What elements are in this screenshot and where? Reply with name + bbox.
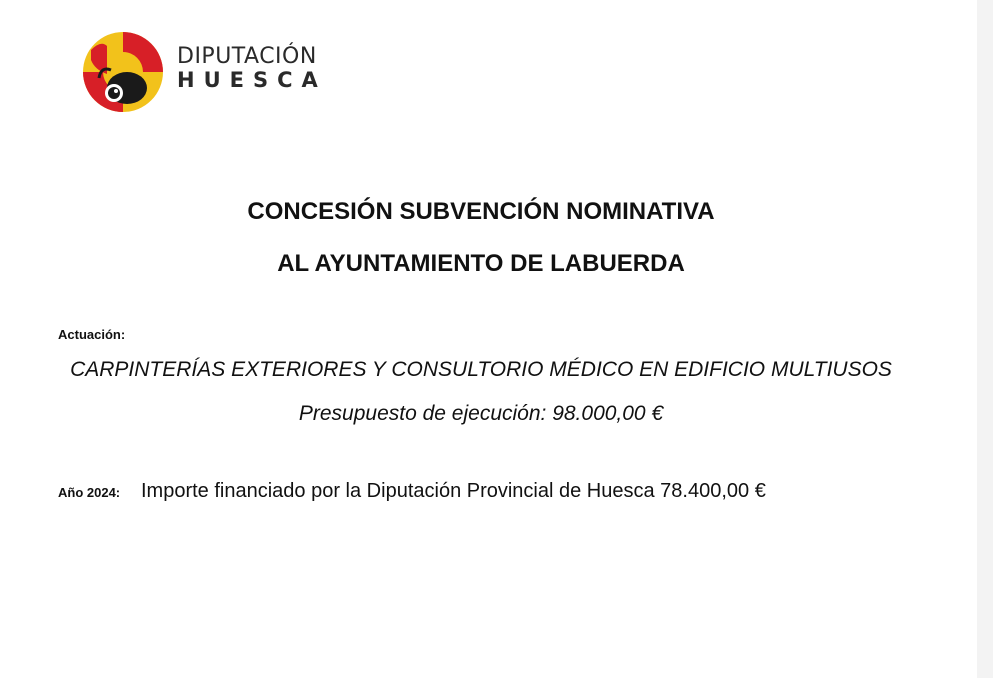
document-title-line-1: CONCESIÓN SUBVENCIÓN NOMINATIVA [247,198,715,225]
logo-text-huesca: HUESCA [177,68,327,92]
logo-wordmark [177,46,327,91]
actuacion-label: Actuación: [58,327,126,342]
diputacion-huesca-logo [81,30,165,114]
logo-text-diputacion: DIPUTACIÓN [177,44,317,69]
presupuesto-ejecucion: Presupuesto de ejecución: 98.000,00 € [298,402,664,425]
anio-label: Año 2024: [58,485,121,500]
actuacion-description: CARPINTERÍAS EXTERIORES Y CONSULTORIO MÉDICO EN EDIFICIO MULTIUSOS [70,358,892,381]
document-title-line-2: AL AYUNTAMIENTO DE LABUERDA [277,250,685,277]
scrollbar-gutter[interactable] [977,0,993,678]
importe-financiado: Importe financiado por la Diputación Provincial de Huesca 78.400,00 € [141,480,766,502]
